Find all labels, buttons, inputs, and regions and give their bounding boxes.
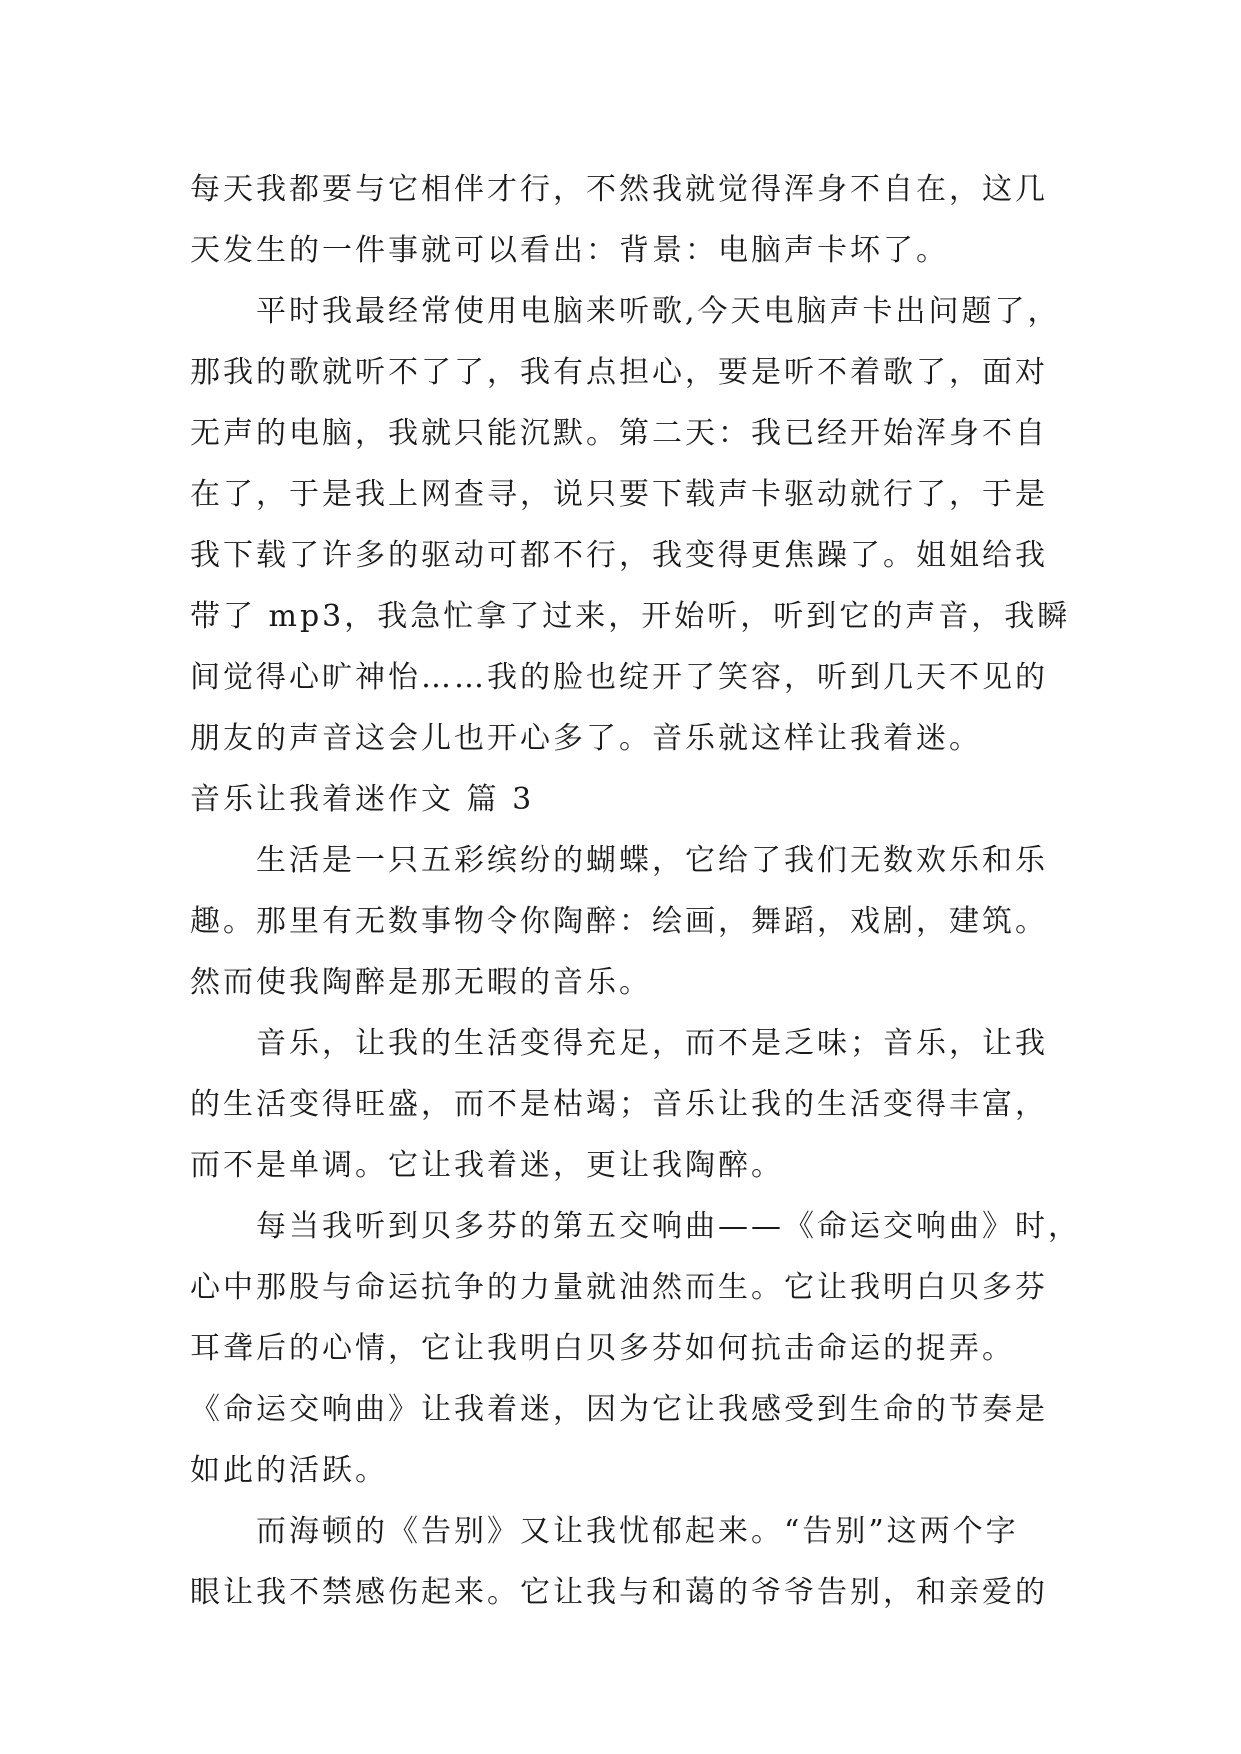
text-line: 带了 mp3，我急忙拿了过来，开始听，听到它的声音，我瞬: [190, 599, 1071, 634]
text-line: 耳聋后的心情，它让我明白贝多芬如何抗击命运的捉弄。: [190, 1331, 1015, 1366]
section-heading: 音乐让我着迷作文 篇 3: [190, 782, 535, 817]
paragraph-start-line: 而海顿的《告别》又让我忧郁起来。“告别”这两个字: [256, 1514, 1019, 1549]
text-line: 间觉得心旷神怡……我的脸也绽开了笑容，听到几天不见的: [190, 660, 1048, 695]
text-line: 眼让我不禁感伤起来。它让我与和蔼的爷爷告别，和亲爱的: [190, 1575, 1048, 1610]
text-line: 我下载了许多的驱动可都不行，我变得更焦躁了。姐姐给我: [190, 538, 1048, 573]
paragraph-start-line: 音乐，让我的生活变得充足，而不是乏味；音乐，让我: [256, 1026, 1048, 1061]
text-line: 然而使我陶醉是那无暇的音乐。: [190, 965, 652, 1000]
text-line: 无声的电脑，我就只能沉默。第二天：我已经开始浑身不自: [190, 416, 1048, 451]
document-body: [190, 159, 1090, 1623]
text-line: 趣。那里有无数事物令你陶醉：绘画，舞蹈，戏剧，建筑。: [190, 904, 1048, 939]
text-line: 每天我都要与它相伴才行，不然我就觉得浑身不自在，这几: [190, 172, 1048, 207]
text-line: 而不是单调。它让我着迷，更让我陶醉。: [190, 1148, 784, 1183]
text-line: 的生活变得旺盛，而不是枯竭；音乐让我的生活变得丰富，: [190, 1087, 1048, 1122]
paragraph-start-line: 平时我最经常使用电脑来听歌,今天电脑声卡出问题了，: [256, 294, 1061, 329]
paragraph-start-line: 生活是一只五彩缤纷的蝴蝶，它给了我们无数欢乐和乐: [256, 843, 1048, 878]
text-line: 如此的活跃。: [190, 1453, 388, 1488]
text-line: 那我的歌就听不了了，我有点担心，要是听不着歌了，面对: [190, 355, 1048, 390]
text-line: 朋友的声音这会儿也开心多了。音乐就这样让我着迷。: [190, 721, 982, 756]
text-line: 天发生的一件事就可以看出：背景：电脑声卡坏了。: [190, 233, 949, 268]
text-line: 在了，于是我上网查寻，说只要下载声卡驱动就行了，于是: [190, 477, 1048, 512]
text-line: 心中那股与命运抗争的力量就油然而生。它让我明白贝多芬: [190, 1270, 1048, 1305]
paragraph-start-line: 每当我听到贝多芬的第五交响曲——《命运交响曲》时，: [256, 1209, 1081, 1244]
text-line: 《命运交响曲》让我着迷，因为它让我感受到生命的节奏是: [190, 1392, 1048, 1427]
